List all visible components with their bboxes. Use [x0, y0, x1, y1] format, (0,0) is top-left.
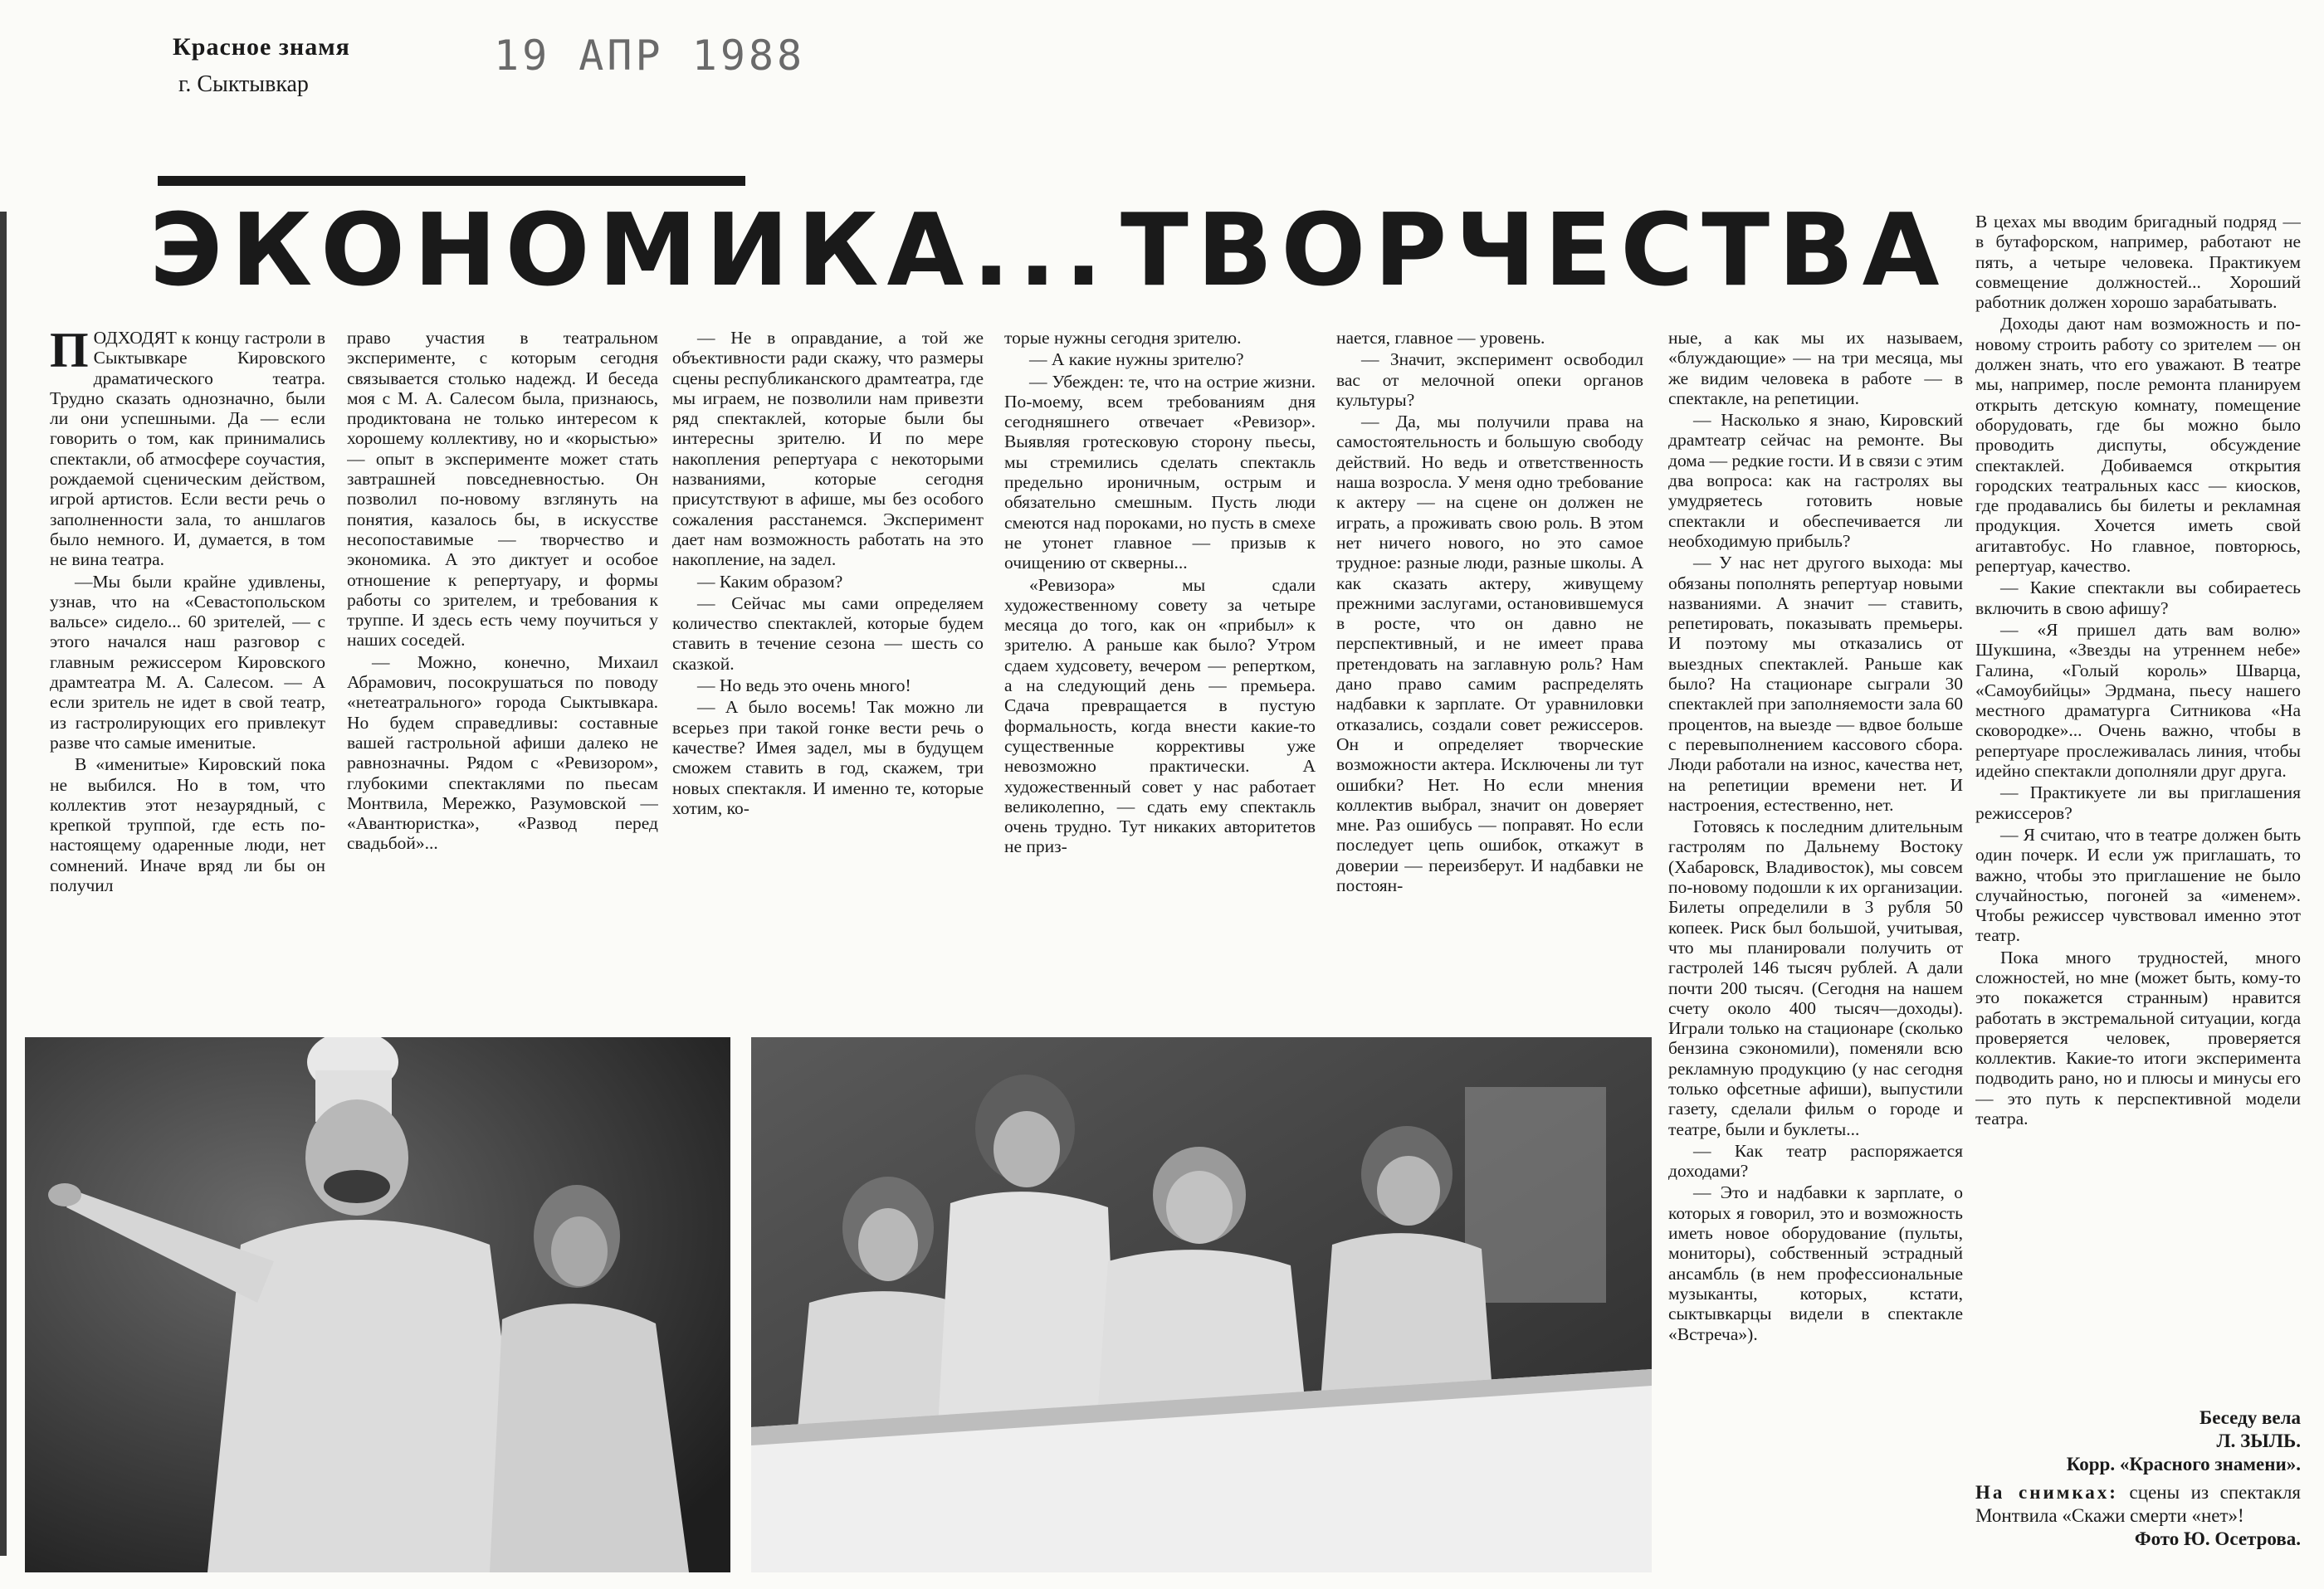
paragraph: — Значит, эксперимент освободил вас от мелочной опеки органов культуры? — [1336, 349, 1643, 410]
headline-part1: ЭКОНОМИКА... — [149, 193, 1111, 309]
header-rule — [158, 176, 745, 186]
paragraph: — Это и надбавки к зарплате, о которых я говорил, это и возможность иметь новое оборудование (пульты, мониторы), собственный эстрадный ансамбль (в нем профессиональные музыканты, которых, кстати, сыктывкарцы видели в спектакле «Встреча»). — [1668, 1182, 1963, 1344]
paragraph: право участия в театральном эксперименте, с которым сегодня связывается столько надежд. И беседа моя с М. А. Салесом была, признаюсь, продиктована не только интересом к хорошему коллективу, но и «корыстью» — опыт в эксперименте может стать завтрашней повседневностью. Он позволил по-новому взглянуть на понятия, казалось бы, в искусстве несопоставимые — творчество и экономика. А это диктует и особое отношение к репертуару, и формы работы со зрителем, и требования к труппе. И здесь есть чему поучиться у наших соседей. — [347, 328, 658, 651]
article-column-6 — [1668, 328, 1963, 1589]
photo-credit: Фото Ю. Осетрова. — [2134, 1528, 2301, 1549]
paragraph: — Сейчас мы сами определяем количество спектаклей, которые будем ставить в течение сезона — шесть со сказкой. — [672, 592, 984, 674]
photo-scene-1-image — [25, 1037, 730, 1572]
article-column-5 — [1336, 328, 1643, 1012]
article-column-2 — [347, 328, 658, 1012]
paragraph: — У нас нет другого выхода: мы обязаны пополнять репертуар новыми названиями. А значит — ставить, репетировать, показывать премьеры. И поэтому мы отказались от выездных спектаклей. Раньше как было? На стационаре сыграли 30 спектаклей при заполняемости зала 60 процентов, на выезде — вдвое больше с перевыполнением кассового сбора. Люди работали на износ, качества нет, на репетиции времени нет. И настроения, естественно, нет. — [1668, 553, 1963, 815]
paragraph: — Насколько я знаю, Кировский драмтеатр сейчас на ремонте. Вы дома — редкие гости. И в связи с этим два вопроса: как на гастролях вы умудряетесь готовить новые спектакли и обеспечивается ли необходимую прибыль? — [1668, 410, 1963, 551]
paragraph: — Практикуете ли вы приглашения режиссеров? — [1975, 782, 2301, 823]
photo-scene-1 — [25, 1037, 730, 1572]
photo-scene-2 — [751, 1037, 1652, 1572]
paragraph: В «именитые» Кировский пока не выбился. Но в том, что коллектив этот незаурядный, с крепкой труппой, где есть по-настоящему одаренные люди, нет сомнений. Иначе вряд ли бы он получил — [50, 754, 325, 896]
paragraph: нается, главное — уровень. — [1336, 328, 1545, 348]
paragraph: Доходы дают нам возможность и по-новому строить работу со зрителем — он должен знать, что его уважают. В театре мы, например, после ремонта планируем открыть детскую комнату, помещение оборудовать, где бы можно было проводить диспуты, обсуждение спектаклей. Добиваемся открытия городских театральных касс — киосков, где продавались бы билеты и рекламная продукция. Хочется иметь свой агитавтобус. Но главное, повторюсь, репертуар, качество. — [1975, 314, 2301, 577]
byline-author: Л. ЗЫЛЬ. — [2216, 1431, 2301, 1451]
paper-name: Красное знамя — [173, 33, 350, 61]
paragraph: — «Я пришел дать вам волю» Шукшина, «Звезды на утреннем небе» Галина, «Голый король» Шварца, «Самоубийцы» Эрдмана, пьесу нашего местного драматурга Ситникова «На сковородке»... Очень важно, чтобы в репертуаре прослеживалась линия, чтобы идейно спектакли дополняли друг друга. — [1975, 619, 2301, 782]
paragraph: «Ревизора» мы сдали художественному совету за четыре месяца до того, как он «прибыл» к зрителю. А раньше как было? Утром сдаем худсовету, вечером — репертком, а на следующий день — премьера. Сдача превращается в пустую формальность, когда внести какие-то существенные коррективы уже невозможно практически. А художественный совет у нас работает великолепно, — сдать ему спектакль очень трудно. Тут никаких авторитетов не приз- — [1004, 574, 1316, 857]
byline-paper: Корр. «Красного знамени». — [2066, 1454, 2301, 1474]
headline-part2: ТВОРЧЕСТВА — [1120, 193, 1948, 309]
photo-scene-2-image — [751, 1037, 1652, 1572]
paragraph: — Но ведь это очень много! — [697, 675, 911, 696]
paragraph: — А какие нужны зрителю? — [1029, 349, 1244, 370]
drop-cap: П — [50, 328, 89, 378]
article-column-7 — [1975, 212, 2301, 1406]
paragraph: — Каким образом? — [697, 571, 843, 592]
paragraph: ные, а как мы их называем, «блуждающие» — на три месяца, мы же видим человека в работе — в спектакле, на репетиции. — [1668, 328, 1963, 408]
byline-block — [1975, 1406, 2301, 1551]
paragraph: — Как театр распоряжается доходами? — [1668, 1140, 1963, 1182]
byline-line-1: Беседу вела — [2199, 1407, 2301, 1428]
date-stamp: 19 АПР 1988 — [494, 32, 806, 80]
photo-caption-label: На снимках: — [1975, 1482, 2118, 1503]
paragraph: торые нужны сегодня зрителю. — [1004, 328, 1242, 348]
paragraph: — Я считаю, что в театре должен быть один почерк. И если уж приглашать, то важно, чтобы это приглашение не было случайностью, погоней за «именем». Чтобы режиссер чувствовал именно этот театр. — [1975, 824, 2301, 946]
paper-city: г. Сыктывкар — [178, 71, 309, 97]
paragraph: В цехах мы вводим бригадный подряд — в бутафорском, например, работают не пять, а четыре человека. Практикуем совмещение должностей... Хороший работник должен хорошо зарабатывать. — [1975, 212, 2301, 313]
paragraph: — Можно, конечно, Михаил Абрамович, посокрушаться по поводу «нетеатрального» города Сыктывкара. Но будем справедливы: составные вашей гастрольной афиши далеко не равнозначны. Рядом с «Ревизором», глубокими спектаклями по пьесам Монтвила, Мережко, Разумовской — «Авантюристка», «Развод перед свадьбой»... — [347, 651, 658, 854]
paragraph: ПОДХОДЯТ к концу гастроли в Сыктывкаре Кировского драматического театра. Трудно сказать однозначно, были ли они успешными. Да — если говорить о том, как принимались спектакли, об атмосфере соучастия, рождаемой сценическим действом, игрой артистов. Если вести речь о заполненности зала, то аншлагов было немного. И, думается, в том не вина театра. — [50, 328, 325, 570]
paragraph: Готовясь к последним длительным гастролям по Дальнему Востоку (Хабаровск, Владивосток), мы совсем по-новому подошли к их организации. Билеты определили в 3 рубля 50 копеек. Риск был большой, учитывая, что мы планировали получить от гастролей 146 тысяч рублей. А дали почти 200 тысяч. (Сегодня на нашем счету около 400 тысяч—доходы). Играли только на стационаре (сколько бензина сэкономили), поменяли всю рекламную продукцию (у нас сегодня только офсетные афиши), выпустили газету, сделали фильм о городе и театре, были и буклеты... — [1668, 816, 1963, 1139]
paragraph: Пока много трудностей, много сложностей, но мне (может быть, кому-то это покажется странным) нравится работать в экстремальной ситуации, когда проверяется человек, проверяется коллектив. Какие-то итоги эксперимента подводить рано, но и плюсы и минусы его — это путь к перспективной модели театра. — [1975, 947, 2301, 1129]
photo-caption-text: сцены из спектакля Монтвила «Скажи смерти «нет»! — [1975, 1482, 2301, 1526]
article-column-4 — [1004, 328, 1316, 1012]
article-column-1 — [50, 328, 325, 1029]
paragraph: — Убежден: те, что на острие жизни. По-моему, всем требованиям дня сегодняшнего отвечает «Ревизор». Выявляя гротесковую сторону пьесы, мы стремились сделать спектакль предельно ироничным, острым и обязательно смешным. Пусть люди смеются над пороками, но пусть в смехе не утонет главное — призыв к очищению от скверны... — [1004, 371, 1316, 573]
article-column-3 — [672, 328, 984, 1012]
paragraph: — Не в оправдание, а той же объективности ради скажу, что размеры сцены республиканского драмтеатра, где мы играем, не позволили нам привезти ряд спектаклей, которые были бы интересны зрителю. И по мере накопления репертуара с некоторыми названиями, которые сегодня присутствуют в афише, мы без особого сожаления расстанемся. Эксперимент дает нам возможность работать на это накопление, на задел. — [672, 328, 984, 570]
paragraph: — Да, мы получили права на самостоятельность и большую свободу действий. Но ведь и ответственность наша возросла. У меня одно требование к актеру — на сцене он должен не играть, а проживать свою роль. В этом нет ничего нового, но это самое трудное: разные люди, разные школы. А как сказать актеру, живущему прежними заслугами, остановившемуся в росте, что он давно не перспективный, и не имеет права претендовать на заглавную роль? Нам дано право самим распределять надбавки к зарплате. От уравниловки отказались, создали совет режиссеров. Он и определяет творческие возможности актера. Исключены ли тут ошибки? Нет. Но если мнения коллектив выбрал, значит он доверяет мне. Раз ошибусь — поправят. Но если последует цепь ошибок, откажут в доверии — переизберут. И надбавки не постоян- — [1336, 412, 1643, 896]
paragraph: —Мы были крайне удивлены, узнав, что на «Севастопольском вальсе» сидело... 60 зрителей, — с этого начался наш разговор с главным режиссером Кировского драмтеатра М. А. Салесом. — А если зритель не идет в свой театр, из гастролирующих его привлекут разве что самые именитые. — [50, 571, 325, 753]
paragraph: — А было восемь! Так можно ли всерьез при такой гонке вести речь о качестве? Имея задел, мы в будущем сможем ставить в год, скажем, три новых спектакля. И именно те, которые хотим, ко- — [672, 697, 984, 818]
photo-caption — [1975, 1481, 2301, 1528]
paragraph: — Какие спектакли вы собираетесь включить в свою афишу? — [1975, 578, 2301, 618]
clipping-edge — [0, 212, 7, 1556]
